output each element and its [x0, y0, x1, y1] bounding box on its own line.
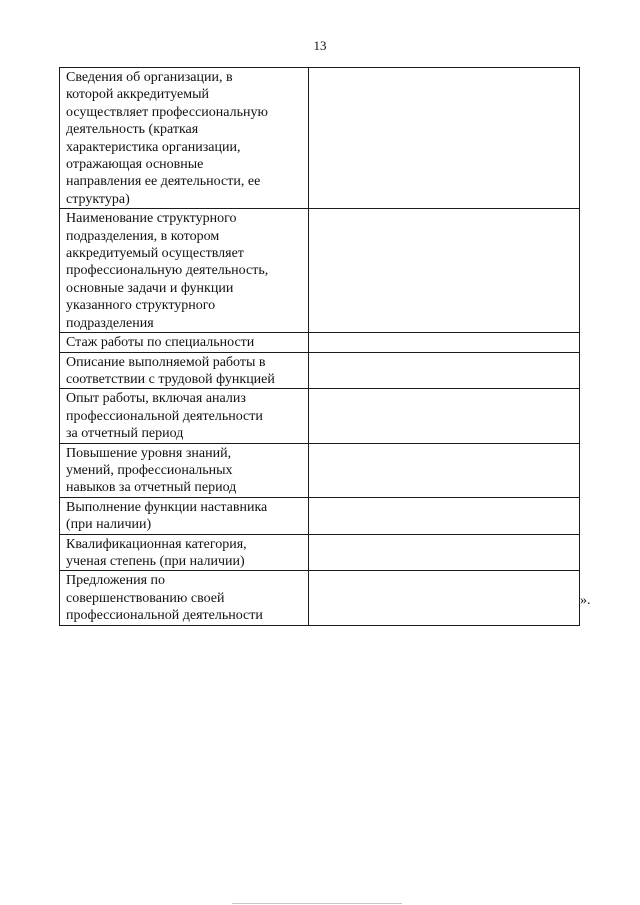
row-label-qualification: Квалификационная категория, ученая степень (при наличии): [60, 534, 309, 571]
row-label-work-experience: Стаж работы по специальности: [60, 333, 309, 352]
row-value-proposals[interactable]: [309, 571, 580, 625]
row-value-organization-info[interactable]: [309, 68, 580, 209]
table-row-work-description: [60, 352, 580, 389]
row-label-structural-unit: Наименование структурного подразделения, в котором аккредитуемый осуществляет профессиональную деятельность, основные задачи и функции указанного структурного подразделения: [60, 209, 309, 333]
table-row-mentoring: [60, 497, 580, 534]
row-label-work-description: Описание выполняемой работы в соответствии с трудовой функцией: [60, 352, 309, 389]
row-value-skills-improvement[interactable]: [309, 443, 580, 497]
row-value-experience-analysis[interactable]: [309, 389, 580, 443]
closing-quote: ».: [580, 593, 591, 608]
row-value-work-experience[interactable]: [309, 333, 580, 352]
table-row-organization-info: [60, 68, 580, 209]
table-row-work-experience: [60, 333, 580, 352]
table-row-structural-unit: [60, 209, 580, 333]
page-number: 13: [313, 38, 327, 53]
table-row-experience-analysis: [60, 389, 580, 443]
row-label-skills-improvement: Повышение уровня знаний, умений, профессиональных навыков за отчетный период: [60, 443, 309, 497]
bottom-edge-line: [232, 903, 402, 904]
report-form-table: [59, 67, 580, 626]
table-row-skills-improvement: [60, 443, 580, 497]
row-label-mentoring: Выполнение функции наставника (при наличии): [60, 497, 309, 534]
row-label-organization-info: Сведения об организации, в которой аккредитуемый осуществляет профессиональную деятельность (краткая характеристика организации, отражающая основные направления ее деятельности, ее структура): [60, 68, 309, 209]
row-label-experience-analysis: Опыт работы, включая анализ профессиональной деятельности за отчетный период: [60, 389, 309, 443]
row-value-work-description[interactable]: [309, 352, 580, 389]
row-value-mentoring[interactable]: [309, 497, 580, 534]
table-row-qualification: [60, 534, 580, 571]
row-value-structural-unit[interactable]: [309, 209, 580, 333]
row-label-proposals: Предложения по совершенствованию своей профессиональной деятельности: [60, 571, 309, 625]
row-value-qualification[interactable]: [309, 534, 580, 571]
table-row-proposals: [60, 571, 580, 625]
